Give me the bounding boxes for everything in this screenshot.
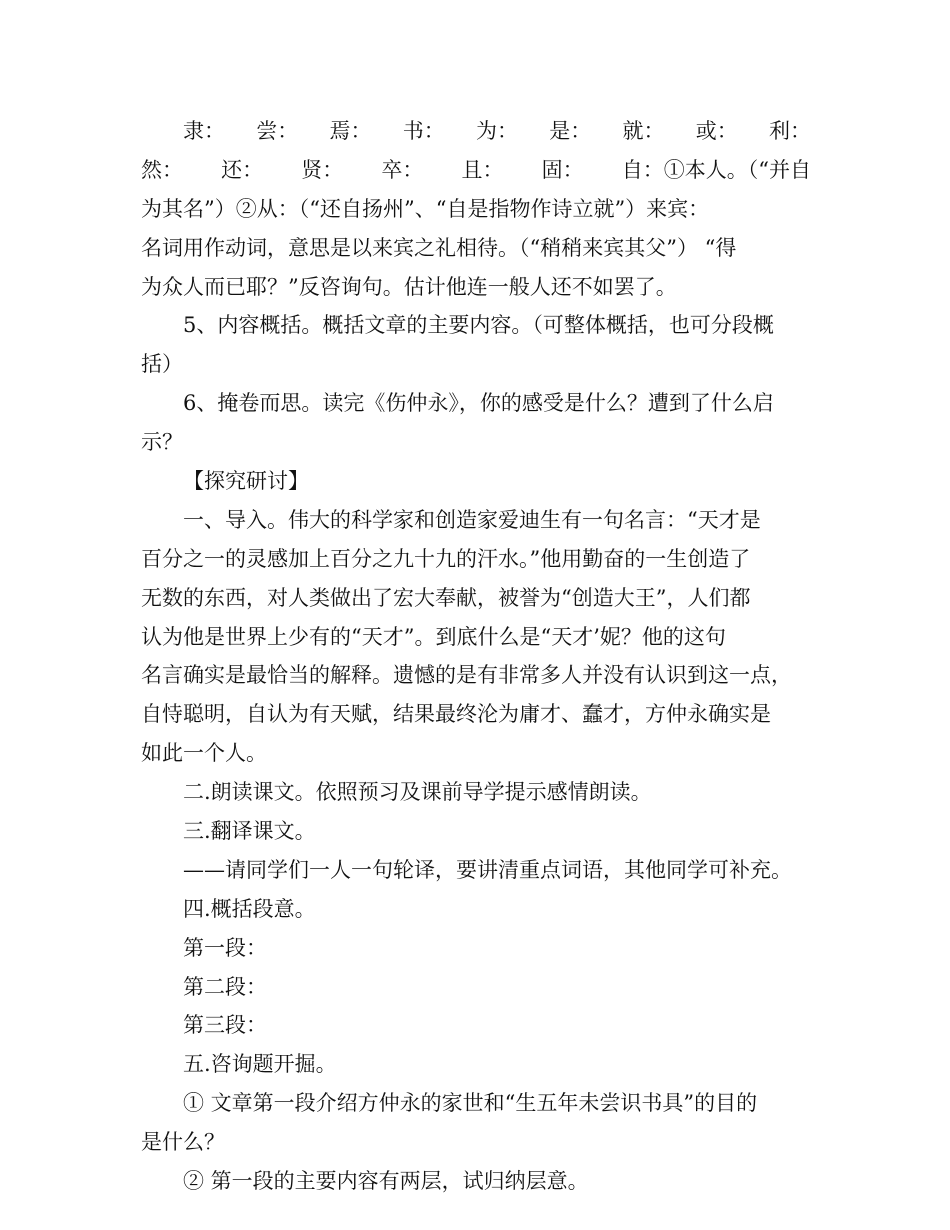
text-line: 示？ (141, 430, 183, 455)
term-zi: 自：①本人。（“并自 (621, 157, 811, 182)
term-jiu: 就： (622, 119, 665, 143)
item-5-content-summary: 5、内容概括。概括文章的主要内容。（可整体概括，也可分段概 (183, 313, 774, 338)
term-chang: 尝： (256, 119, 299, 143)
step-summarize: 四.概括段意。 (183, 896, 316, 921)
term-shu: 书： (402, 119, 445, 143)
text-line: 名言确实是最恰当的解释。遗憾的是有非常多人并没有认识到这一点， (141, 663, 792, 688)
term-gu: 固： (541, 157, 584, 182)
text-line: 自恃聪明，自认为有天赋，结果最终沦为庸才、蠢才，方仲永确实是 (141, 702, 771, 727)
step-questions: 五.咨询题开掘。 (183, 1052, 337, 1077)
section-title: 【探究研讨】 (183, 469, 309, 494)
vocab-terms-row-1 (141, 112, 811, 151)
text-line: 百分之一的灵感加上百分之九十九的汗水。”他用勤奋的一生创造了 (141, 546, 751, 571)
paragraph-two-label: 第二段： (183, 974, 267, 999)
term-li2: 利： (769, 119, 811, 143)
term-qie: 且： (461, 157, 504, 182)
question-2: ② 第一段的主要内容有两层，试归纳层意。 (183, 1169, 589, 1194)
text-line: 括） (141, 352, 183, 377)
term-yan: 焉： (329, 119, 372, 143)
item-6-reflection: 6、掩卷而思。读完《伤仲永》，你的感受是什么？遭到了什么启 (183, 391, 774, 416)
intro-paragraph: 一、导入。伟大的科学家和创造家爱迪生有一句名言：“天才是 (183, 507, 761, 532)
text-line: 为众人而已耶？”反咨询句。估计他连一般人还不如罢了。 (141, 274, 677, 299)
step-translate: 三.翻译课文。 (183, 819, 316, 844)
translate-instruction: ——请同学们一人一句轮译，要讲清重点词语，其他同学可补充。 (183, 857, 792, 882)
paragraph-three-label: 第三段： (183, 1013, 267, 1038)
paragraph-one-label: 第一段： (183, 935, 267, 960)
text-line: 是什么？ (141, 1130, 225, 1155)
term-shi: 是： (549, 119, 592, 143)
text-line: 如此一个人。 (141, 741, 267, 766)
term-zu: 卒： (381, 157, 424, 182)
term-huo: 或： (695, 119, 738, 143)
term-ran: 然： (141, 157, 183, 182)
text-line: 为其名”）②从：（“还自扬州”、“自是指物作诗立就”）来宾： (141, 196, 710, 221)
document-body (141, 112, 811, 1201)
term-xian: 贤： (301, 157, 344, 182)
text-line: 无数的东西，对人类做出了宏大奉献，被誉为“创造大王”，人们都 (141, 585, 751, 610)
term-wei: 为： (476, 119, 518, 143)
step-read-aloud: 二.朗读课文。依照预习及课前导学提示感情朗读。 (183, 780, 652, 805)
term-li: 隶： (183, 119, 225, 143)
vocab-terms-row-2 (141, 151, 811, 190)
term-huan: 还： (221, 157, 264, 182)
question-1: ① 文章第一段介绍方仲永的家世和“生五年未尝识书具”的目的 (183, 1091, 758, 1116)
text-line: 认为他是世界上少有的“天才”。到底什么是“天才’妮？他的这句 (141, 624, 726, 649)
text-line: 名词用作动词，意思是以来宾之礼相待。（“稍稍来宾其父”） “得 (141, 235, 737, 260)
